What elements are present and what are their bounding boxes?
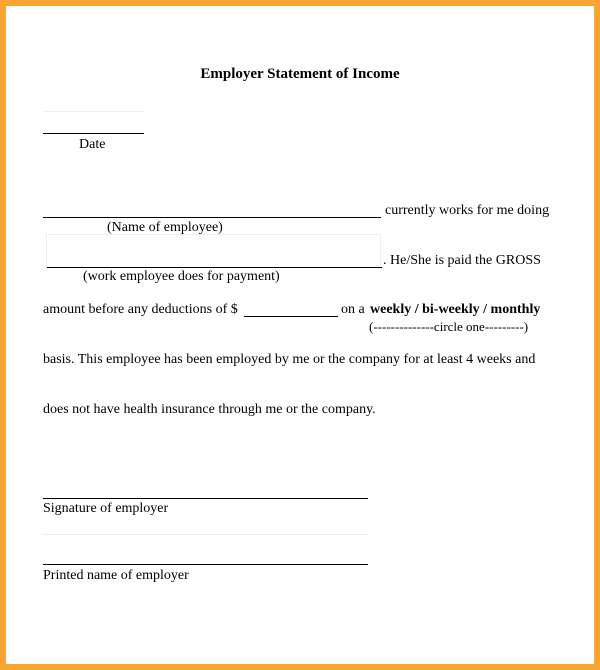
body-line-basis: basis. This employee has been employed by me or the company for at least 4 weeks and — [43, 352, 536, 367]
date-caption: Date — [79, 137, 106, 152]
document-title: Employer Statement of Income — [200, 66, 400, 82]
signature-line[interactable] — [43, 498, 368, 499]
body-line-insurance: does not have health insurance through me or the company. — [43, 402, 376, 417]
line3-prefix: amount before any deductions of $ — [43, 302, 238, 317]
document — [6, 6, 594, 664]
work-caption: (work employee does for payment) — [83, 269, 280, 284]
line1-suffix: currently works for me doing — [385, 203, 550, 218]
circle-one-caption: (--------------circle one---------) — [369, 319, 529, 334]
employee-name-caption: (Name of employee) — [107, 220, 223, 235]
work-field-box — [46, 234, 381, 268]
date-guide-line — [43, 111, 143, 112]
frequency-options[interactable]: weekly / bi-weekly / monthly — [370, 302, 541, 317]
amount-line[interactable] — [244, 316, 338, 317]
printed-name-guide-line — [43, 534, 368, 535]
date-line[interactable] — [43, 133, 144, 134]
printed-name-line[interactable] — [43, 564, 368, 565]
work-description-line[interactable] — [47, 267, 382, 268]
employee-name-line[interactable] — [43, 217, 381, 218]
printed-name-caption: Printed name of employer — [43, 568, 189, 583]
line2-suffix: . He/She is paid the GROSS — [383, 253, 541, 268]
line3-on-a: on a — [341, 302, 365, 317]
signature-caption: Signature of employer — [43, 501, 169, 516]
